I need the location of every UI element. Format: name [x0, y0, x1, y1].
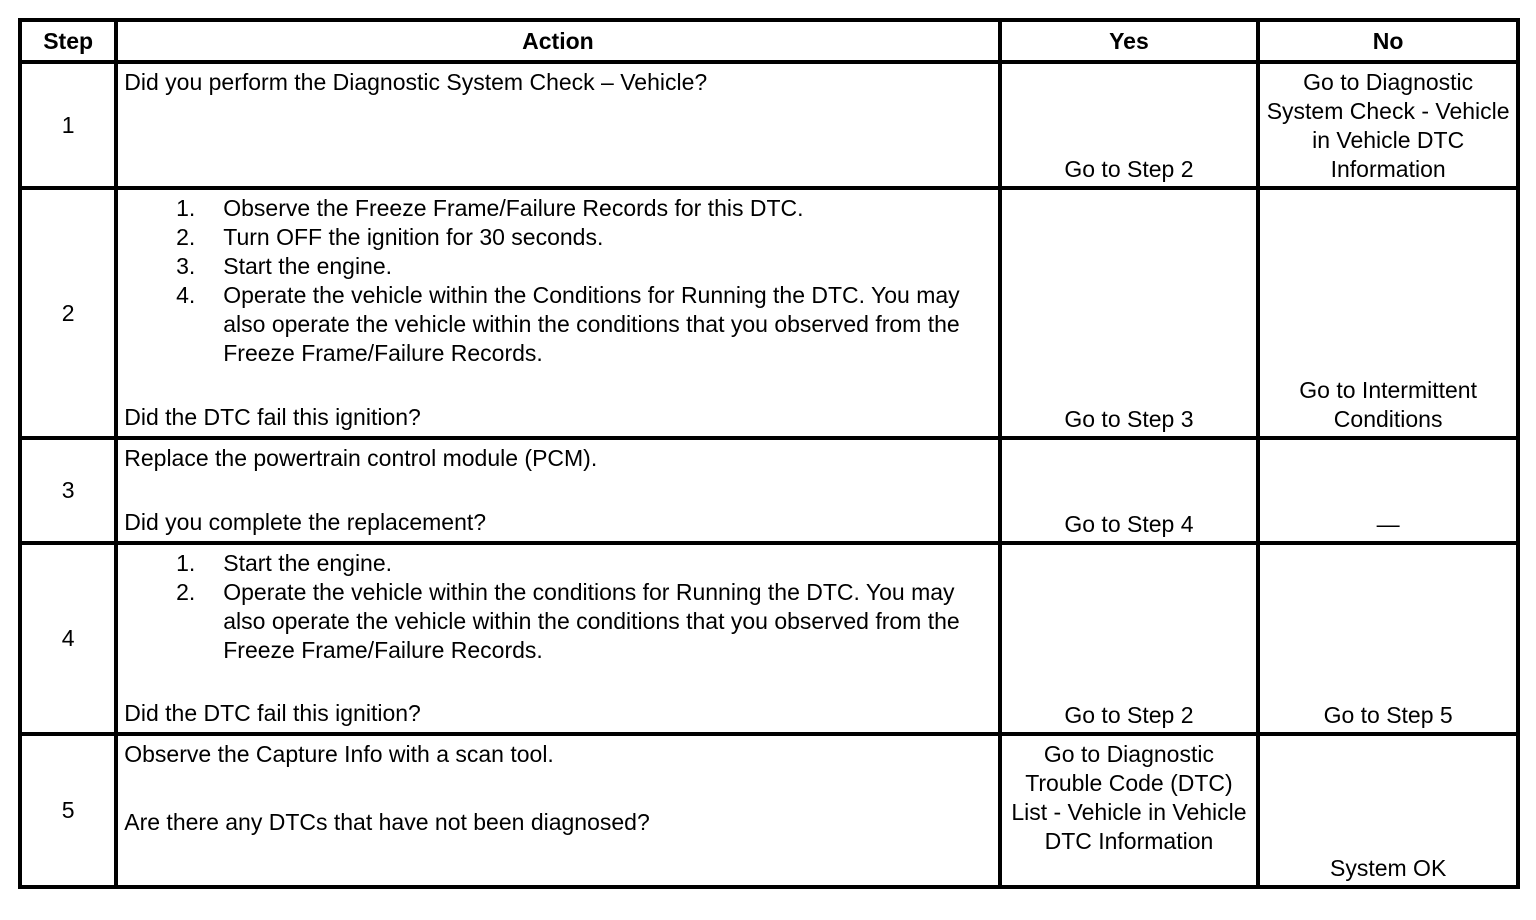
no-cell	[1258, 62, 1518, 188]
list-item	[124, 549, 991, 578]
procedure-list	[124, 549, 991, 665]
question-text: Did you complete the replacement?	[124, 509, 487, 535]
yes-cell	[1000, 188, 1259, 438]
procedure-list	[124, 194, 991, 368]
question-text: Did the DTC fail this ignition?	[124, 700, 421, 726]
yes-cell	[1000, 543, 1259, 734]
list-item	[124, 223, 991, 252]
table-row	[20, 543, 1518, 734]
table-row	[20, 734, 1518, 887]
action-cell	[116, 62, 999, 188]
step-number: 5	[20, 734, 116, 887]
list-item	[124, 281, 991, 368]
list-text: Turn OFF the ignition for 30 seconds.	[223, 224, 604, 250]
no-result: System OK	[1329, 855, 1447, 881]
list-number: 2.	[176, 224, 196, 250]
no-link[interactable]: Go to Diagnostic System Check - Vehicle in Vehicle DTC Information	[1266, 69, 1510, 182]
list-text: Operate the vehicle within the Conditions for Running the DTC. You may also operate the vehicle within the conditions that you observed from the Freeze Frame/Failure Records.	[223, 282, 960, 366]
header-step: Step	[20, 20, 116, 62]
list-item	[124, 194, 991, 223]
no-cell	[1258, 734, 1518, 887]
yes-link[interactable]: Go to Step 2	[1064, 156, 1194, 182]
list-text: Observe the Freeze Frame/Failure Records for this DTC.	[223, 195, 804, 221]
step-number: 1	[20, 62, 116, 188]
question-text: Are there any DTCs that have not been diagnosed?	[124, 809, 650, 835]
question-text: Did the DTC fail this ignition?	[124, 404, 421, 430]
list-number: 2.	[176, 579, 196, 605]
diagnostic-table	[18, 18, 1520, 889]
yes-cell	[1000, 438, 1259, 543]
action-cell	[116, 188, 999, 438]
list-number: 3.	[176, 253, 196, 279]
step-number: 4	[20, 543, 116, 734]
no-cell	[1258, 543, 1518, 734]
header-no: No	[1258, 20, 1518, 62]
header-yes: Yes	[1000, 20, 1259, 62]
no-cell	[1258, 188, 1518, 438]
action-text: Replace the powertrain control module (PCM).	[124, 445, 598, 471]
no-link[interactable]: Go to Intermittent Conditions	[1299, 377, 1477, 432]
step-number: 2	[20, 188, 116, 438]
action-cell	[116, 734, 999, 887]
action-text: Observe the Capture Info with a scan tool.	[124, 741, 554, 767]
action-cell	[116, 543, 999, 734]
list-text: Start the engine.	[223, 550, 393, 576]
action-cell	[116, 438, 999, 543]
yes-link[interactable]: Go to Step 2	[1064, 702, 1194, 728]
list-item	[124, 252, 991, 281]
list-text: Start the engine.	[223, 253, 393, 279]
list-item	[124, 578, 991, 665]
yes-link[interactable]: Go to Diagnostic Trouble Code (DTC) List - Vehicle in Vehicle DTC Information	[1011, 741, 1247, 854]
list-number: 1.	[176, 550, 196, 576]
list-text: Operate the vehicle within the conditions for Running the DTC. You may also operate the vehicle within the conditions that you observed from the Freeze Frame/Failure Records.	[223, 579, 960, 663]
no-dash: —	[1376, 511, 1400, 537]
no-cell	[1258, 438, 1518, 543]
yes-cell	[1000, 62, 1259, 188]
header-action: Action	[116, 20, 999, 62]
step-number: 3	[20, 438, 116, 543]
table-row	[20, 62, 1518, 188]
action-text: Did you perform the Diagnostic System Check – Vehicle?	[124, 69, 708, 95]
table-row	[20, 438, 1518, 543]
table-row	[20, 188, 1518, 438]
list-number: 1.	[176, 195, 196, 221]
yes-link[interactable]: Go to Step 3	[1064, 406, 1194, 432]
yes-cell	[1000, 734, 1259, 887]
header-row	[20, 20, 1518, 62]
list-number: 4.	[176, 282, 196, 308]
yes-link[interactable]: Go to Step 4	[1064, 511, 1194, 537]
no-link[interactable]: Go to Step 5	[1323, 702, 1453, 728]
